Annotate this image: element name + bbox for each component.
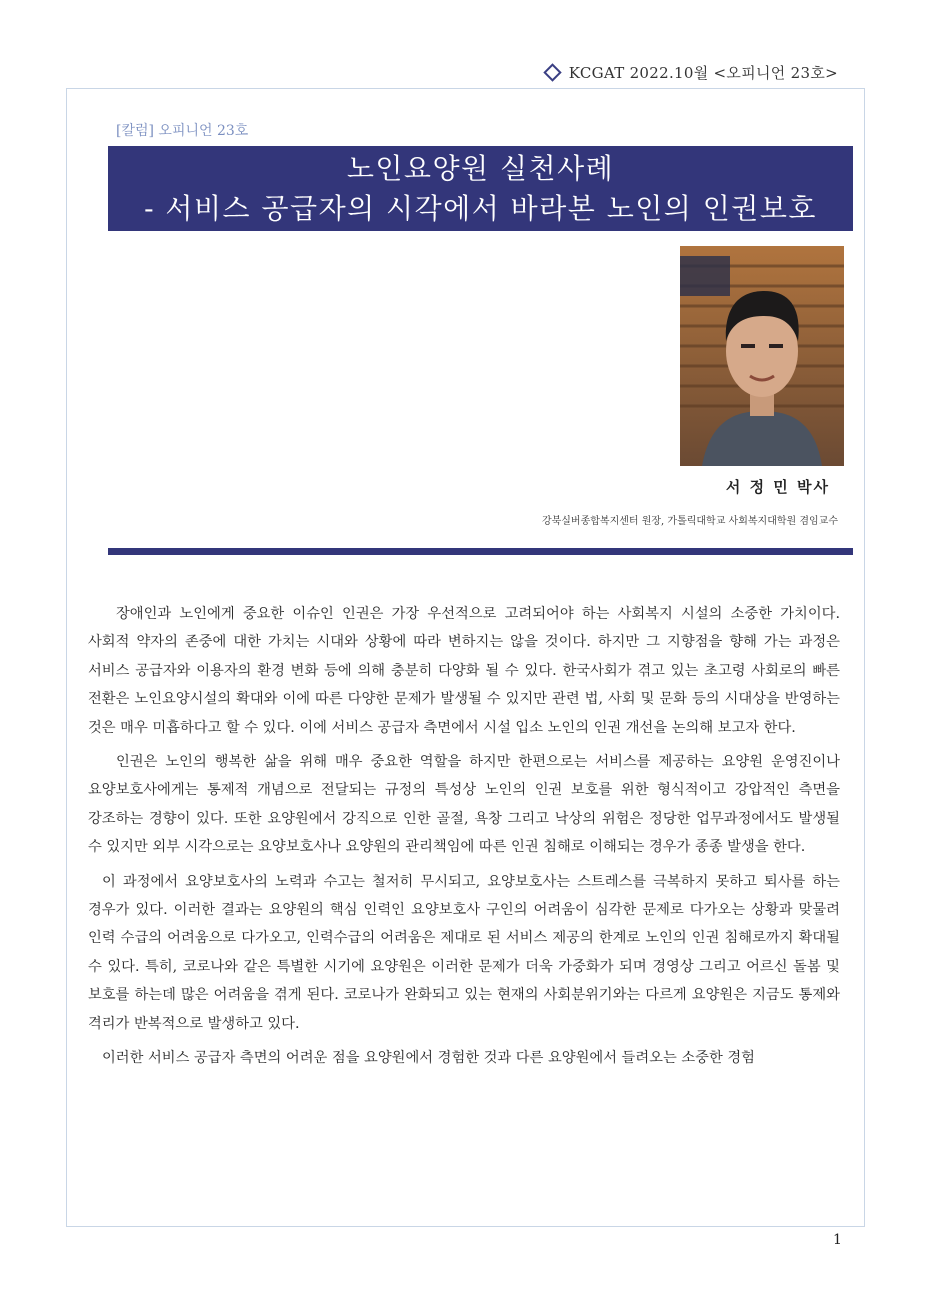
section-divider [108, 548, 853, 555]
page-header [546, 62, 838, 83]
column-tag: [칼럼] 오피니언 23호 [116, 123, 249, 139]
paragraph-3: 이 과정에서 요양보호사의 노력과 수고는 철저히 무시되고, 요양보호사는 스트레스를 극복하지 못하고 퇴사를 하는 경우가 있다. 이러한 결과는 요양원의 핵심 인력인 요양보호사 구인의 어려움이 심각한 문제로 다가오는 상황과 맞물려 인력 수급의 어려움으로 다가오고, 인력수급의 어려움은 제대로 된 서비스 제공의 한계로 노인의 인권 침해로까지 확대될 수 있다. 특히, 코로나와 같은 특별한 시기에 요양원은 이러한 문제가 더욱 가중화가 되며 경영상 그리고 어르신 돌봄 및 보호를 하는데 많은 어려움을 겪게 된다. 코로나가 완화되고 있는 현재의 사회분위기와는 다르게 요양원은 지금도 통제와 격리가 반복적으로 발생하고 있다. [88, 873, 840, 1032]
author-affiliation: 강북실버종합복지센터 원장, 가톨릭대학교 사회복지대학원 겸임교수 [541, 516, 838, 527]
author-name: 서 정 민 박사 [725, 478, 830, 496]
author-portrait-image [680, 246, 844, 466]
paragraph-1: 장애인과 노인에게 중요한 이슈인 인권은 가장 우선적으로 고려되어야 하는 사회복지 시설의 소중한 가치이다. 사회적 약자의 존중에 대한 가치는 시대와 상황에 따라 변하지는 않을 것이다. 하지만 그 지향점을 향해 가는 과정은 서비스 공급자와 이용자의 환경 변화 등에 의해 충분히 다양화 될 수 있다. 한국사회가 겪고 있는 초고령 사회로의 빠른 전환은 노인요양시설의 확대와 이에 따른 다양한 문제가 발생될 수 있지만 관련 법, 사회 및 문화 등의 시대상을 반영하는 것은 매우 미흡하다고 할 수 있다. 이에 서비스 공급자 측면에서 시설 입소 노인의 인권 개선을 논의해 보고자 한다. [88, 606, 840, 736]
title-line-2: - 서비스 공급자의 시각에서 바라본 노인의 인권보호 [144, 192, 817, 225]
paragraph-2: 인권은 노인의 행복한 삶을 위해 매우 중요한 역할을 하지만 한편으로는 서비스를 제공하는 요양원 운영진이나 요양보호사에게는 통제적 개념으로 전달되는 규정의 특성상 노인의 인권 보호를 위한 형식적이고 강압적인 측면을 강조하는 경향이 있다. 또한 요양원에서 강직으로 인한 골절, 욕창 그리고 낙상의 위험은 정당한 업무과정에서도 발생될 수 있지만 외부 시각으로는 요양보호사나 요양원의 관리책임에 따른 인권 침해로 이해되는 경우가 종종 발생을 한다. [88, 754, 840, 856]
paragraph-4: 이러한 서비스 공급자 측면의 어려운 점을 요양원에서 경험한 것과 다른 요양원에서 들려오는 소중한 경험 [102, 1050, 755, 1067]
publication-label: KCGAT 2022.10월 <오피니언 23호> [568, 64, 838, 82]
title-banner [108, 146, 853, 231]
page-number: 1 [833, 1232, 842, 1248]
article-body [88, 600, 840, 1079]
author-photo [680, 246, 844, 466]
diamond-icon [543, 63, 561, 81]
title-line-1: 노인요양원 실천사례 [346, 152, 615, 185]
